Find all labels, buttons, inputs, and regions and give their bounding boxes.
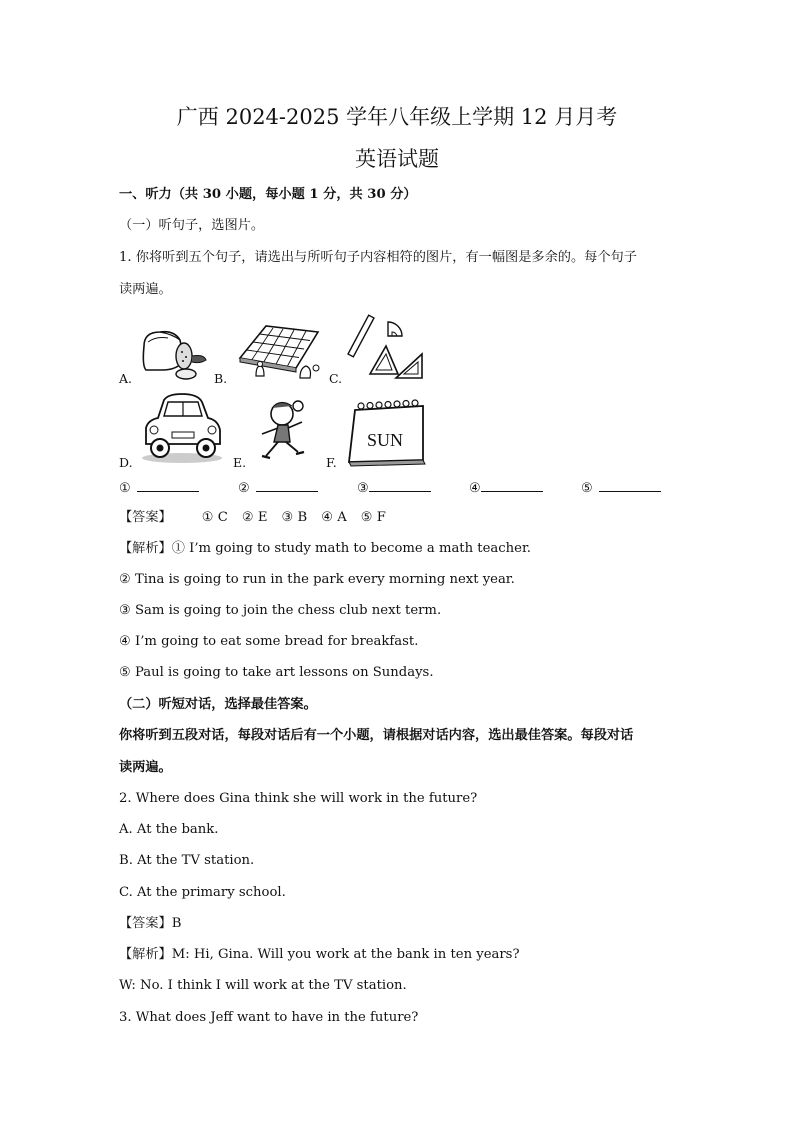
q2-option-a: A. At the bank.: [119, 822, 219, 837]
blank-5: [581, 479, 661, 498]
blank-1: [119, 481, 199, 496]
q1-analysis-5: ⑤ Paul is going to take art lessons on Sundays.: [119, 665, 434, 680]
q3-question: 3. What does Jeff want to have in the future?: [119, 1010, 419, 1025]
answer-2: ② E: [241, 510, 268, 525]
option-b-label: B.: [214, 371, 228, 386]
q2-option-c: C. At the primary school.: [119, 885, 286, 900]
q1-analysis-4: ④ I’m going to eat some bread for breakfast.: [119, 634, 419, 649]
calendar-sun-text: SUN: [367, 430, 404, 450]
answer-blanks-row: [119, 479, 593, 498]
q2-analysis-text: M: Hi, Gina. Will you work at the bank in ten years?: [171, 947, 520, 962]
q1-analysis-1: [119, 540, 531, 558]
running-girl-icon: [252, 396, 318, 466]
option-f-label: F.: [326, 455, 337, 470]
answer-1: ① C: [201, 510, 228, 525]
blank-5-number: ⑤: [581, 481, 593, 496]
q1-answer: [119, 509, 400, 527]
q1-instruction-cont: 读两遍。: [119, 282, 172, 297]
q2-analysis-label: 【解析】: [119, 947, 172, 962]
part2-instruction-cont: 读两遍。: [119, 760, 172, 775]
answer-3: ③ B: [281, 510, 308, 525]
option-d-label: D.: [119, 455, 133, 470]
car-icon: [138, 392, 224, 466]
q2-analysis-1: [119, 946, 520, 964]
blank-2: [238, 479, 318, 498]
rulers-icon: [352, 312, 428, 384]
blank-3: [357, 479, 431, 498]
part1-heading: （一）听句子，选图片。: [119, 218, 265, 233]
part2-heading: （二）听短对话，选择最佳答案。: [119, 697, 317, 712]
calendar-icon: [345, 398, 429, 466]
blank-3-number: ③: [357, 481, 369, 496]
option-c-label: C.: [329, 371, 343, 386]
section-heading: 一、听力（共 30 小题，每小题 1 分，共 30 分）: [119, 187, 417, 202]
blank-4-number: ④: [469, 481, 481, 496]
answer-4: ④ A: [321, 510, 347, 525]
q1-instruction: 1. 你将听到五个句子，请选出与所听句子内容相符的图片，有一幅图是多余的。每个句子: [119, 250, 637, 265]
bread-icon: [138, 326, 208, 382]
analysis-sentence-1: ① I’m going to study math to become a math teacher.: [171, 541, 531, 556]
page-subtitle: 英语试题: [355, 147, 439, 171]
q1-analysis-2: ② Tina is going to run in the park every morning next year.: [119, 572, 515, 587]
blank-2-number: ②: [238, 481, 250, 496]
q2-question: 2. Where does Gina think she will work in the future?: [119, 791, 478, 806]
q2-answer: 【答案】B: [119, 916, 182, 931]
q2-analysis-2: W: No. I think I will work at the TV station.: [119, 978, 407, 993]
page-title: 广西 2024-2025 学年八年级上学期 12 月月考: [176, 105, 618, 129]
analysis-label: 【解析】: [119, 541, 172, 556]
blank-4: [469, 479, 543, 498]
chess-board-icon: [236, 322, 324, 382]
option-a-label: A.: [119, 371, 133, 386]
answer-label: 【答案】: [119, 510, 172, 525]
option-e-label: E.: [233, 455, 247, 470]
q2-option-b: B. At the TV station.: [119, 853, 255, 868]
q1-analysis-3: ③ Sam is going to join the chess club next term.: [119, 603, 442, 618]
part2-instruction: 你将听到五段对话，每段对话后有一个小题，请根据对话内容，选出最佳答案。每段对话: [119, 728, 634, 743]
blank-1-number: ①: [119, 481, 131, 496]
answer-5: ⑤ F: [360, 510, 386, 525]
